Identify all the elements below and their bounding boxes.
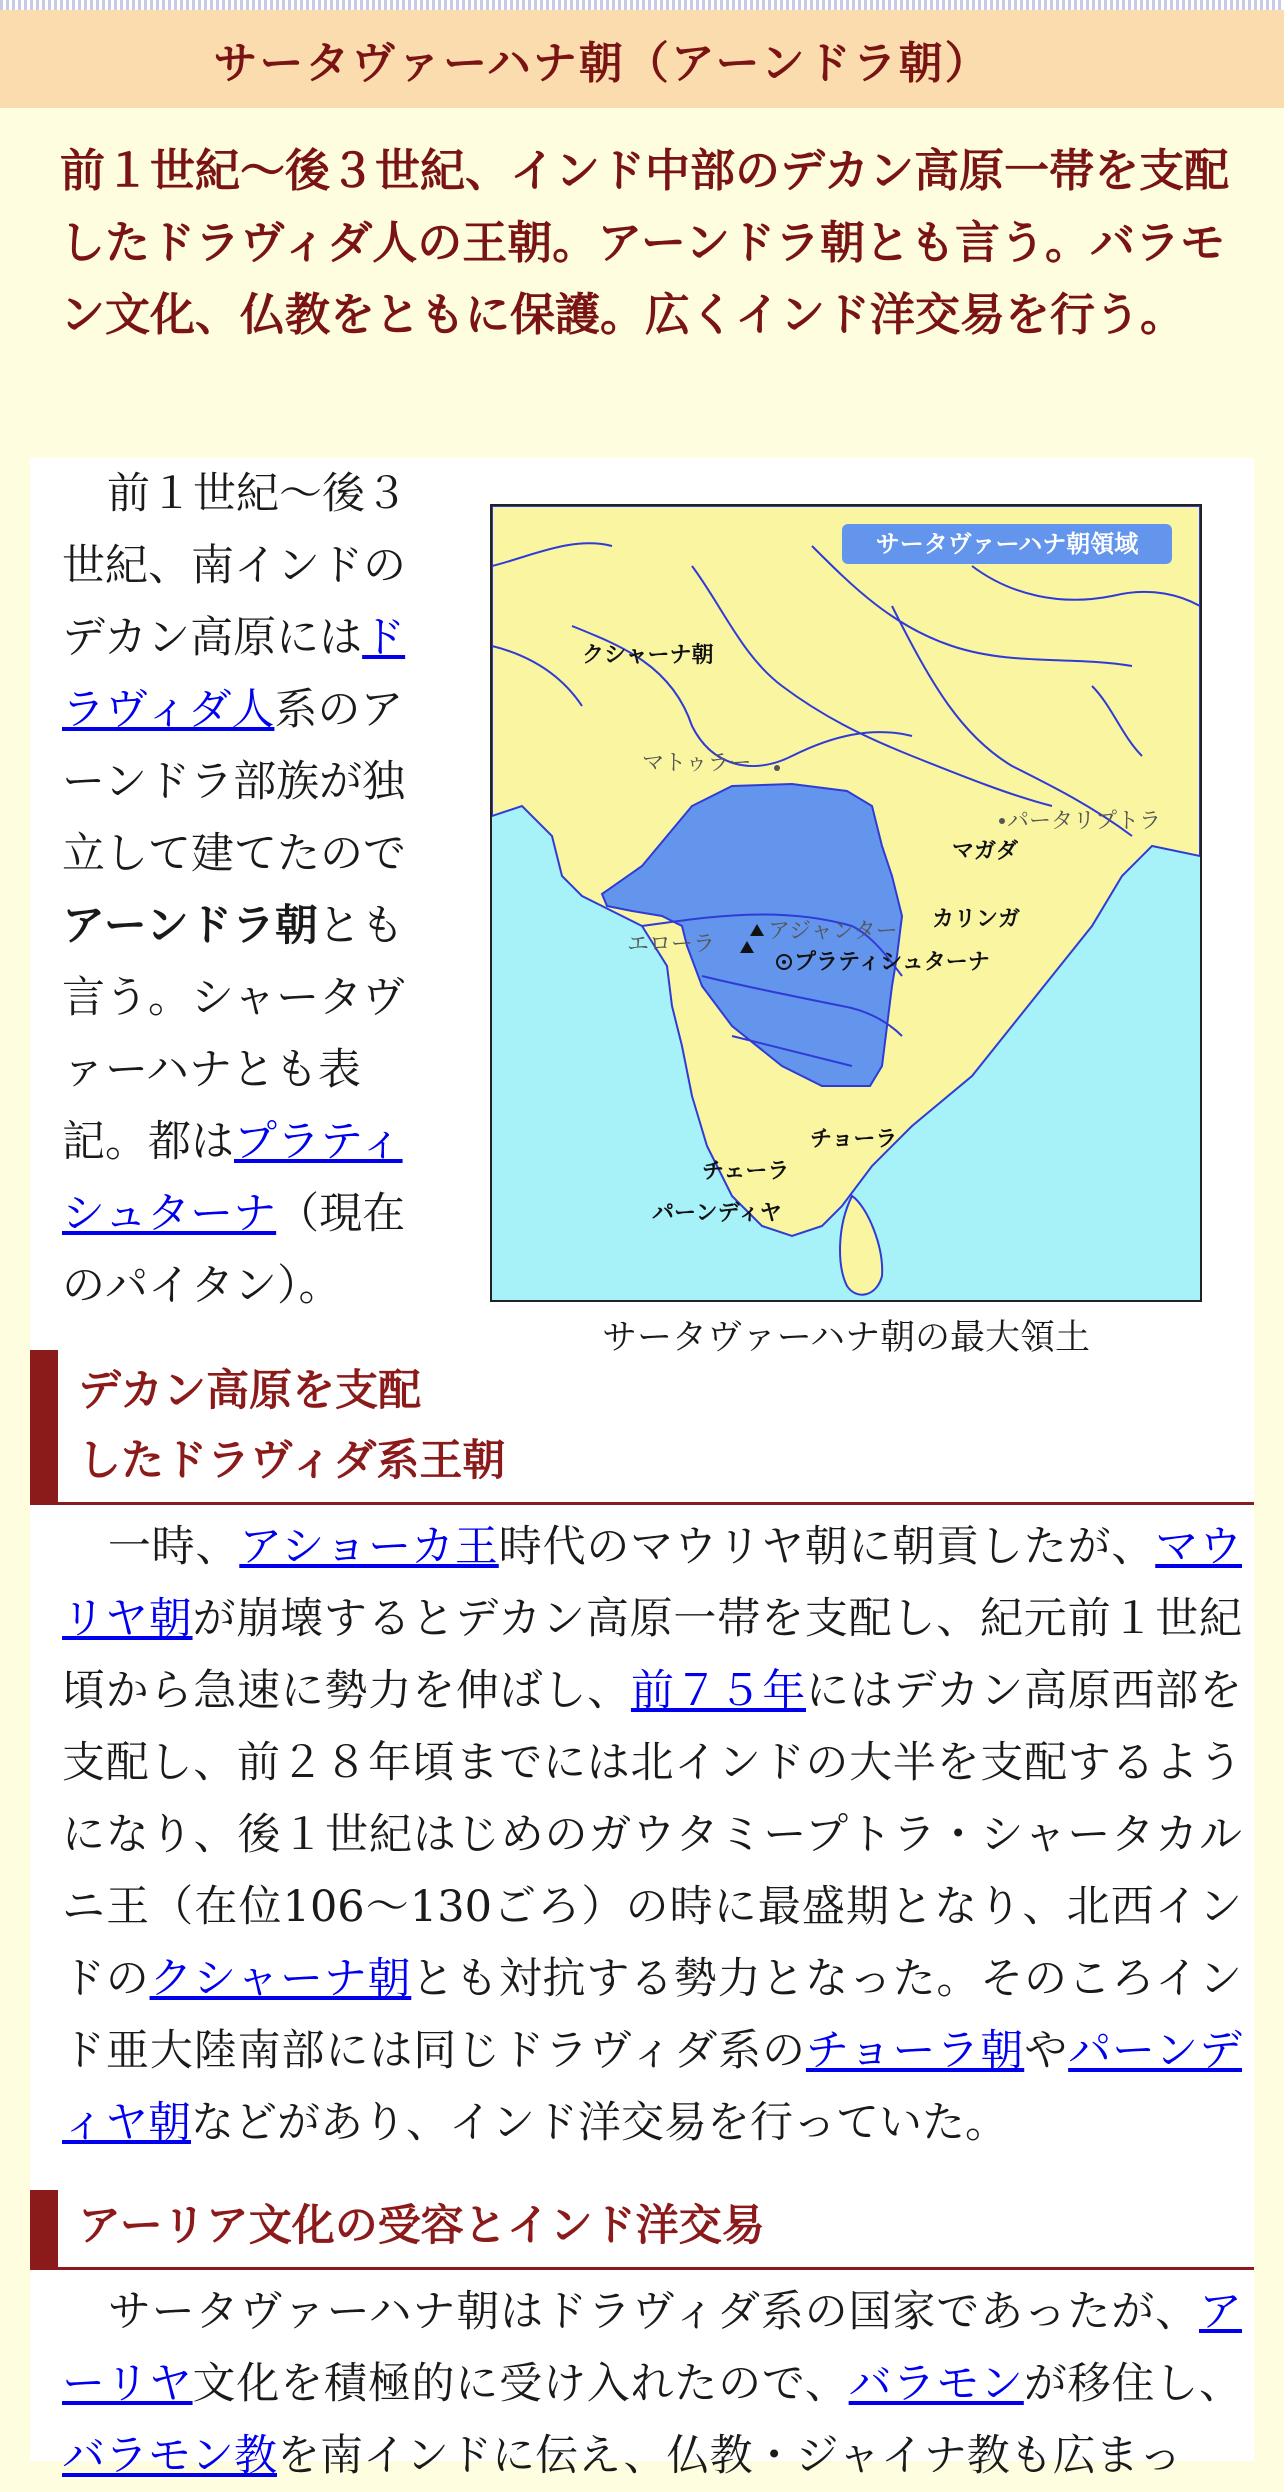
page-title: サータヴァーハナ朝（アーンドラ朝） xyxy=(213,38,991,89)
label-mathura: マトゥラー xyxy=(642,751,752,776)
section1-paragraph xyxy=(62,1511,1242,2159)
section-heading-aryan: アーリア文化の受容とインド洋交易 xyxy=(30,2190,1254,2270)
link-75bc[interactable]: 前７５年 xyxy=(630,1666,806,1716)
summary-text: 前１世紀～後３世紀、インド中部のデカン高原一帯を支配したドラヴィダ人の王朝。アーンドラ朝とも言う。バラモン文化、仏教をともに保護。広くインド洋交易を行う。 xyxy=(60,144,1230,341)
s1-text-1: 一時、 xyxy=(107,1522,240,1572)
intro-text-3: とも言う。シャータヴァーハナとも表記。都は xyxy=(62,901,406,1167)
intro-paragraph xyxy=(62,458,437,1322)
label-ajanta: アジャンター xyxy=(768,919,898,944)
s1-text-7: などがあり、インド洋交易を行っていた。 xyxy=(191,2098,1008,2148)
map-svg xyxy=(492,506,1200,1300)
link-ashoka[interactable]: アショーカ王 xyxy=(239,1522,499,1572)
link-brahman[interactable]: バラモン xyxy=(848,2359,1024,2409)
link-brahmanism[interactable]: バラモン教 xyxy=(62,2431,277,2481)
top-decorative-strip xyxy=(0,0,1284,10)
label-kalinga: カリンガ xyxy=(932,907,1021,932)
section-heading-line-1: デカン高原を支配 xyxy=(78,1366,422,1416)
s1-text-2: 時代のマウリヤ朝に朝貢したが、 xyxy=(498,1522,1156,1572)
map-caption: サータヴァーハナ朝の最大領土 xyxy=(602,1318,1090,1358)
link-dravida[interactable]: ドラヴィダ人 xyxy=(62,613,406,735)
s1-text-5: とも対抗する勢力となった。そのころインド亜大陸南部には同じドラヴィダ系の xyxy=(62,1954,1243,2076)
link-arya[interactable]: アーリヤ xyxy=(62,2287,1242,2409)
s1-text-6: や xyxy=(1024,2026,1069,2076)
label-pandya: パーンディヤ xyxy=(652,1201,782,1226)
intro-text-1: 前１世紀～後３世紀、南インドのデカン高原には xyxy=(62,469,408,663)
map-image xyxy=(490,504,1202,1302)
intro-text-2: 系のアーンドラ部族が独立して建てたので xyxy=(62,685,406,879)
andhra-bold: アーンドラ朝 xyxy=(62,901,318,951)
label-pataliputra: パータリプトラ xyxy=(1007,809,1162,834)
link-pratishthana[interactable]: プラティシュターナ xyxy=(62,1117,403,1239)
link-kushana[interactable]: クシャーナ朝 xyxy=(149,1954,412,2004)
section-heading-line-2: したドラヴィダ系王朝 xyxy=(78,1436,506,1486)
section-heading-deccan xyxy=(30,1350,1254,1505)
s2-text-1: サータヴァーハナ朝はドラヴィダ系の国家であったが、 xyxy=(107,2287,1199,2337)
s1-text-4: にはデカン高原西部を支配し、前２８年頃までには北インドの大半を支配するようになり、後１世紀はじめのガウタミープトラ・シャータカルニ王（在位106～130ごろ）の時に最盛期となり、北西インドの xyxy=(62,1666,1243,2004)
title-bar xyxy=(0,10,1284,108)
link-pandya[interactable]: パーンディヤ朝 xyxy=(62,2026,1243,2148)
map-legend: サータヴァーハナ朝領域 xyxy=(875,530,1139,558)
label-ellora: エローラ xyxy=(627,932,716,957)
s2-text-4: を南インドに伝え、仏教・ジャイナ教も広まっ xyxy=(277,2431,1182,2481)
s2-text-3: が移住し、 xyxy=(1023,2359,1242,2409)
s2-text-2: 文化を積極的に受け入れたので、 xyxy=(192,2359,849,2409)
label-kushana: クシャーナ朝 xyxy=(582,643,714,668)
link-chola[interactable]: チョーラ朝 xyxy=(805,2026,1025,2076)
label-chola: チョーラ xyxy=(810,1127,898,1152)
section2-paragraph xyxy=(62,2276,1242,2492)
link-maurya[interactable]: マウリヤ朝 xyxy=(62,1522,1243,1644)
s1-text-3: が崩壊するとデカン高原一帯を支配し、紀元前１世紀頃から急速に勢力を伸ばし、 xyxy=(62,1594,1242,1716)
label-magadha: マガダ xyxy=(952,839,1019,864)
label-pratishthana: プラティシュターナ xyxy=(794,950,990,975)
intro-text-4: （現在のパイタン）。 xyxy=(62,1189,406,1311)
label-chera: チェーラ xyxy=(702,1159,790,1184)
article-body xyxy=(30,458,1254,2481)
